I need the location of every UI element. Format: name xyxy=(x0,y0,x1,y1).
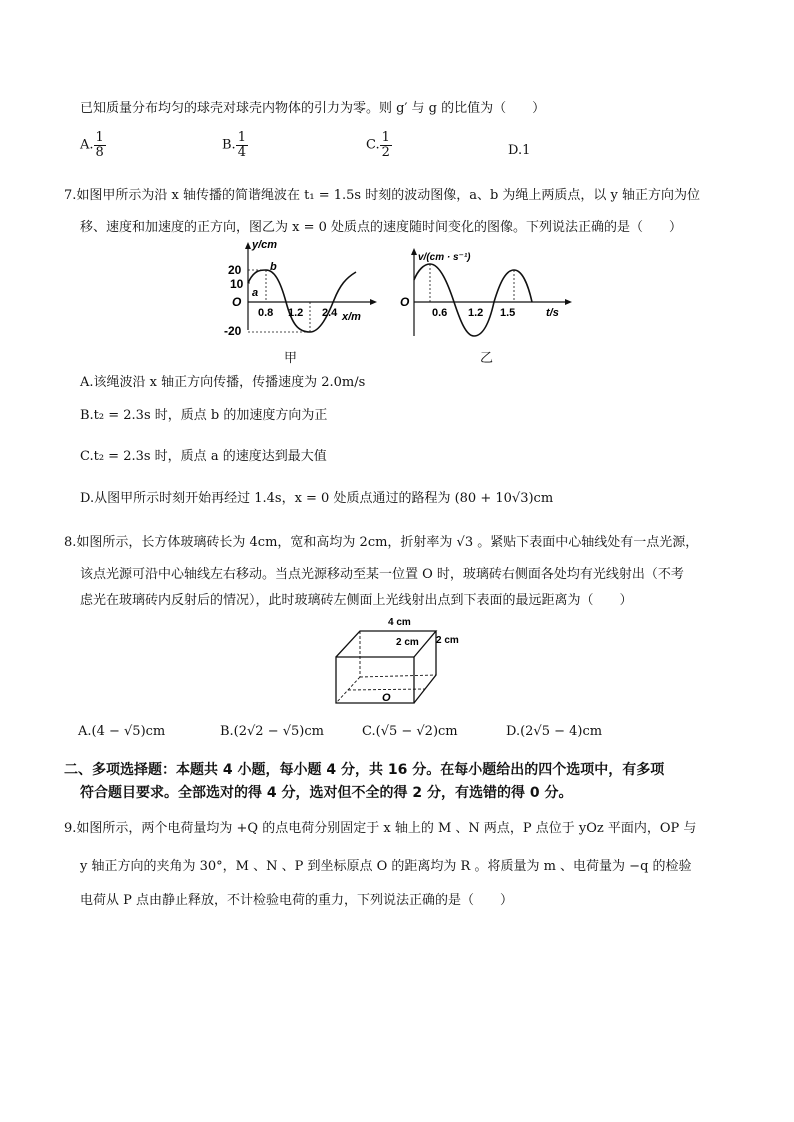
q6-option-d[interactable]: D.1 xyxy=(508,143,531,158)
q7-option-b[interactable]: B.t₂ = 2.3s 时，质点 b 的加速度方向为正 xyxy=(80,408,328,423)
q8-option-d[interactable]: D.(2√5 − 4)cm xyxy=(506,724,603,739)
q8-option-b[interactable]: B.(2√2 − √5)cm xyxy=(220,724,324,739)
q8-line1: 8.如图所示，长方体玻璃砖长为 4cm，宽和高均为 2cm，折射率为 √3 。紧贴下表面中心轴线处有一点光源， xyxy=(64,535,699,550)
section-heading-line2: 符合题目要求。全部选对的得 4 分，选对但不全的得 2 分，有选错的得 0 分。 xyxy=(80,785,573,801)
point-b-label: b xyxy=(270,261,277,273)
y-tick: 20 xyxy=(228,263,242,277)
length-label: 4 cm xyxy=(388,617,411,628)
q6-option-c[interactable] xyxy=(366,131,392,159)
fraction: $\frac{1}{2}$ xyxy=(381,130,390,160)
q8-line3: 虑光在玻璃砖内反射后的情况），此时玻璃砖左侧面上光线射出点到下表面的最远距离为（ ） xyxy=(80,593,633,608)
x-tick: 2.4 xyxy=(322,307,338,319)
q7-option-c[interactable]: C.t₂ = 2.3s 时，质点 a 的速度达到最大值 xyxy=(80,449,327,464)
q8-option-a[interactable]: A.(4 − √5)cm xyxy=(78,724,166,739)
point-o-label: O xyxy=(382,692,391,704)
figure-caption-jia: 甲 xyxy=(284,351,298,366)
point-a-label: a xyxy=(252,287,259,299)
q8-line2: 该点光源可沿中心轴线左右移动。当点光源移动至某一位置 O 时，玻璃砖右侧面各处均有光线射出（不考 xyxy=(80,567,684,582)
q7-line1: 7.如图甲所示为沿 x 轴传播的简谐绳波在 t₁ = 1.5s 时刻的波动图像，a、b 为绳上两质点，以 y 轴正方向为位 xyxy=(64,188,701,203)
q9-line2: y 轴正方向的夹角为 30°，M 、N 、P 到坐标原点 O 的距离均为 R 。将质量为 m 、电荷量为 −q 的检验 xyxy=(80,859,692,874)
option-label: C. xyxy=(366,137,380,153)
width-label: 2 cm xyxy=(396,637,419,648)
glass-brick-figure xyxy=(330,613,470,707)
wave-graph-jia xyxy=(218,240,378,338)
fraction: $\frac{1}{8}$ xyxy=(95,130,104,160)
x-tick: 0.8 xyxy=(258,307,274,319)
height-label: 2 cm xyxy=(436,635,459,646)
y-tick: -20 xyxy=(224,324,242,338)
y-axis-label: v/(cm · s⁻¹) xyxy=(418,252,471,263)
q8-option-c[interactable]: C.(√5 − √2)cm xyxy=(362,724,458,739)
x-axis-label: x/m xyxy=(342,311,361,323)
option-label: A. xyxy=(80,137,94,153)
q6-option-a[interactable] xyxy=(80,131,106,159)
q7-line2: 移、速度和加速度的正方向，图乙为 x = 0 处质点的速度随时间变化的图像。下列说法正确的是（ ） xyxy=(80,220,683,235)
y-tick: 10 xyxy=(230,277,244,291)
origin-label: O xyxy=(400,295,410,309)
q9-line1: 9.如图所示，两个电荷量均为 +Q 的点电荷分别固定于 x 轴上的 M 、N 两点，P 点位于 yOz 平面内，OP 与 xyxy=(64,821,697,836)
x-tick: 1.2 xyxy=(288,307,304,319)
origin-label: O xyxy=(232,295,242,309)
section-heading-line1: 二、多项选择题：本题共 4 小题，每小题 4 分，共 16 分。在每小题给出的四个选项中，有多项 xyxy=(64,762,665,778)
q7-option-d[interactable]: D.从图甲所示时刻开始再经过 1.4s，x = 0 处质点通过的路程为 (80 + 10√3)cm xyxy=(80,491,554,506)
option-label: B. xyxy=(222,137,236,153)
q9-line3: 电荷从 P 点由静止释放，不计检验电荷的重力，下列说法正确的是（ ） xyxy=(80,893,514,908)
x-tick: 1.2 xyxy=(468,307,484,319)
x-tick: 1.5 xyxy=(500,307,516,319)
figure-caption-yi: 乙 xyxy=(480,351,494,366)
q6-stem: 已知质量分布均匀的球壳对球壳内物体的引力为零。则 g′ 与 g 的比值为（ ） xyxy=(80,101,546,116)
fraction: $\frac{1}{4}$ xyxy=(237,130,246,160)
x-tick: 0.6 xyxy=(432,307,448,319)
x-axis-label: t/s xyxy=(546,307,559,319)
q6-option-b[interactable] xyxy=(222,131,248,159)
y-axis-label: y/cm xyxy=(252,240,278,251)
velocity-graph-yi xyxy=(396,244,576,340)
q7-option-a[interactable]: A.该绳波沿 x 轴正方向传播，传播速度为 2.0m/s xyxy=(80,375,366,390)
